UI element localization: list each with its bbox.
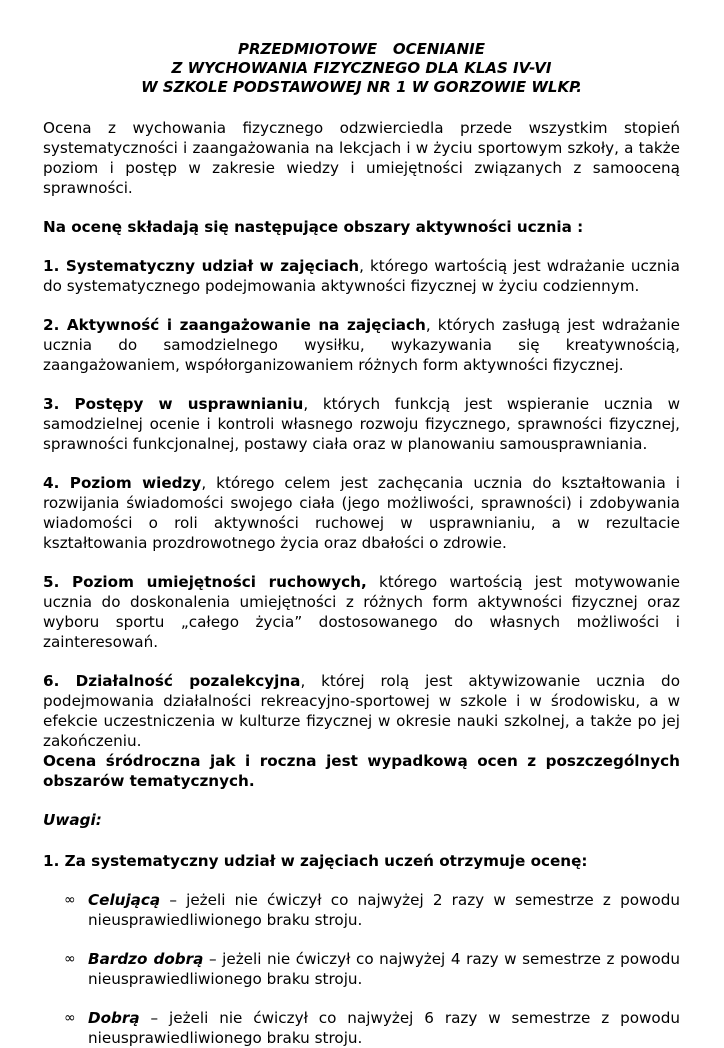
grade-item-3	[43, 1008, 680, 1048]
grade-item-3-grade: Dobrą	[88, 1009, 140, 1027]
areas-heading: Na ocenę składają się następujące obszary aktywności ucznia :	[43, 218, 584, 236]
area-item-4-body: , którego celem jest zachęcania ucznia do kształtowania i rozwijania świadomości swojego ciała (jego możliwości, sprawności) i zdobywania wiadomości o roli aktywności ruchowej w usprawnianiu, a w rezultacie kształtowania prozdrowotnego życia oraz dbałości o zdrowie.	[43, 474, 680, 552]
area-item-2	[43, 315, 680, 375]
area-item-6	[43, 671, 680, 751]
area-item-2-body: , których zasługą jest wdrażanie ucznia do samodzielnego wysiłku, wykazywania się kreatywnością, zaangażowaniem, współorganizowaniem różnych form aktywności fizycznej.	[43, 316, 680, 374]
area-item-3-body: , których funkcją jest wspieranie ucznia w samodzielnej ocenie i kontroli własnego rozwoju fizycznego, sprawności fizycznej, sprawności funkcjonalnej, postawy ciała oraz w planowaniu samousprawniania.	[43, 395, 680, 453]
area-item-2-head: 2. Aktywność i zaangażowanie na zajęciach	[43, 316, 426, 334]
grade-item-2-text: – jeżeli nie ćwiczył co najwyżej 4 razy w semestrze z powodu nieusprawiedliwionego braku stroju.	[88, 950, 680, 988]
grade-item-3-text: – jeżeli nie ćwiczył co najwyżej 6 razy w semestrze z powodu nieusprawiedliwionego braku stroju.	[88, 1009, 680, 1047]
area-item-3-head: 3. Postępy w usprawnianiu	[43, 395, 304, 413]
title-line-1: PRZEDMIOTOWE OCENIANIE	[238, 40, 485, 58]
remarks-heading: Uwagi:	[43, 811, 102, 829]
area-item-5-body: którego wartością jest motywowanie ucznia do doskonalenia umiejętności z różnych form aktywności fizycznej oraz wyboru sportu „całego życia” dostosowanego do własnych możliwości i zainteresowań.	[43, 573, 680, 651]
grade-item-1	[43, 890, 680, 930]
title-line-3: W SZKOLE PODSTAWOWEJ NR 1 W GORZOWIE WLKP.	[141, 78, 582, 96]
area-item-6-head: 6. Działalność pozalekcyjna	[43, 672, 301, 690]
grade-item-2-grade: Bardzo dobrą	[88, 950, 204, 968]
infinity-bullet-icon: ∞	[64, 892, 76, 908]
area-item-5	[43, 572, 680, 652]
area-item-4-head: 4. Poziom wiedzy	[43, 474, 202, 492]
document-page	[43, 40, 680, 1048]
area-item-1-head: 1. Systematyczny udział w zajęciach	[43, 257, 360, 275]
document-title	[43, 40, 680, 97]
area-item-5-head: 5. Poziom umiejętności ruchowych,	[43, 573, 367, 591]
grade-item-1-text: – jeżeli nie ćwiczył co najwyżej 2 razy w semestrze z powodu nieusprawiedliwionego braku stroju.	[88, 891, 680, 929]
infinity-bullet-icon: ∞	[64, 951, 76, 967]
area-item-1	[43, 256, 680, 296]
area-item-6-body: , której rolą jest aktywizowanie ucznia do podejmowania działalności rekreacyjno-sportowej w szkole i w środowisku, a w efekcie uczestniczenia w kulturze fizycznej w okresie nauki szkolnej, a także po jej zakończeniu.	[43, 672, 680, 750]
area-item-1-body: , którego wartością jest wdrażanie ucznia do systematycznego podejmowania aktywności fizycznej w życiu codziennym.	[43, 257, 680, 295]
area-item-4	[43, 473, 680, 553]
grade-item-2	[43, 949, 680, 989]
title-line-2: Z WYCHOWANIA FIZYCZNEGO DLA KLAS IV-VI	[171, 59, 552, 77]
summary-paragraph: Ocena śródroczna jak i roczna jest wypadkową ocen z poszczególnych obszarów tematycznych.	[43, 752, 680, 790]
intro-paragraph: Ocena z wychowania fizycznego odzwierciedla przede wszystkim stopień systematyczności i zaangażowania na lekcjach i w życiu sportowym szkoły, a także poziom i postęp w zakresie wiedzy i umiejętności związanych z samooceną sprawności.	[43, 119, 680, 197]
area-item-3	[43, 394, 680, 454]
infinity-bullet-icon: ∞	[64, 1010, 76, 1026]
grading-heading: 1. Za systematyczny udział w zajęciach uczeń otrzymuje ocenę:	[43, 852, 588, 870]
grade-item-1-grade: Celującą	[88, 891, 161, 909]
